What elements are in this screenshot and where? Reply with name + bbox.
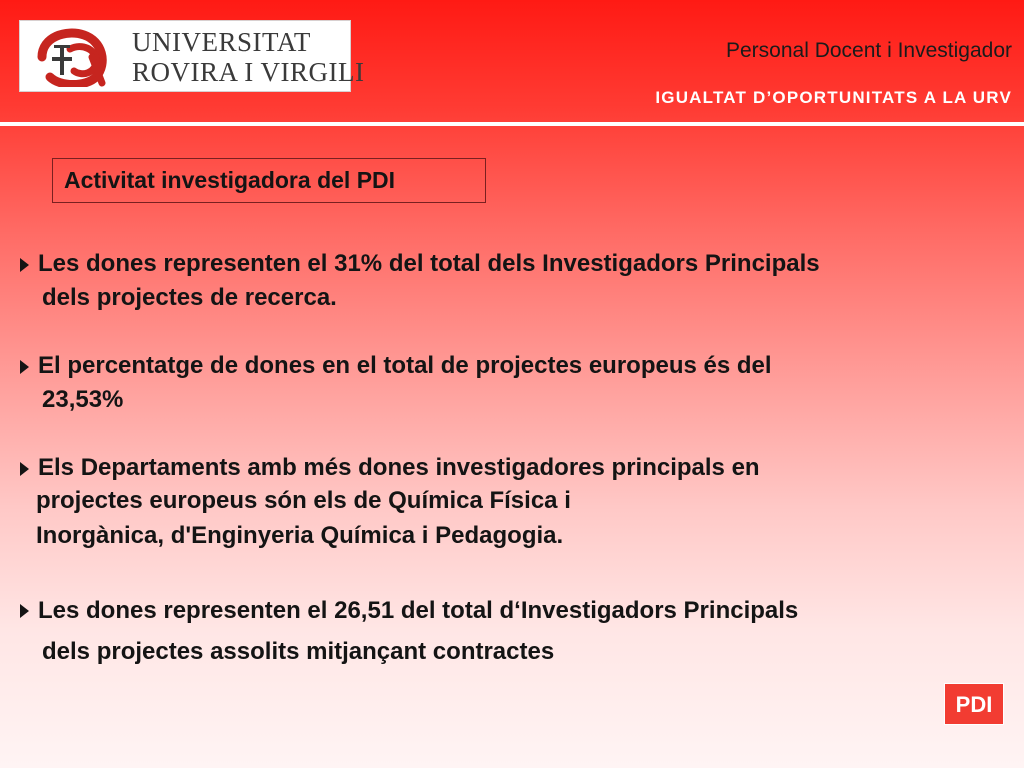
bullet-2-line-1: El percentatge de dones en el total de projectes europeus és del [38,352,772,379]
bullet-2-line-2: 23,53% [42,386,124,413]
section-title: Activitat investigadora del PDI [52,158,486,203]
triangle-bullet-icon [20,462,29,476]
triangle-bullet-icon [20,360,29,374]
bullet-item-2 [18,352,1008,422]
university-logo [19,20,365,92]
header-divider [0,122,1024,126]
bullet-3-line-3: Inorgànica, d'Enginyeria Química i Pedagogia. [36,522,564,549]
header-subtitle: IGUALTAT D’OPORTUNITATS A LA URV [655,88,1012,107]
bullet-3-line-1: Els Departaments amb més dones investigadores principals en [38,454,760,481]
bullet-4-line-2: dels projectes assolits mitjançant contractes [42,638,555,665]
bullet-3-line-2: projectes europeus són els de Química Física i [36,487,571,514]
university-name [132,27,365,87]
bullet-item-3 [18,454,1008,558]
university-name-line-1: UNIVERSITAT [132,27,311,57]
bullet-1-line-2: dels projectes de recerca. [42,284,337,311]
bullet-item-1 [18,250,1008,320]
pdi-badge: PDI [944,683,1004,725]
triangle-bullet-icon [20,604,29,618]
bullet-4-line-1: Les dones representen el 26,51 del total d‘Investigadors Principals [38,597,799,624]
triangle-bullet-icon [20,258,29,272]
bullet-1-line-1: Les dones representen el 31% del total dels Investigadors Principals [38,250,820,277]
university-name-line-2: ROVIRA I VIRGILI [132,57,365,87]
university-logo-icon [30,27,112,87]
bullet-item-4 [18,597,1008,673]
header-title: Personal Docent i Investigador [726,39,1012,62]
